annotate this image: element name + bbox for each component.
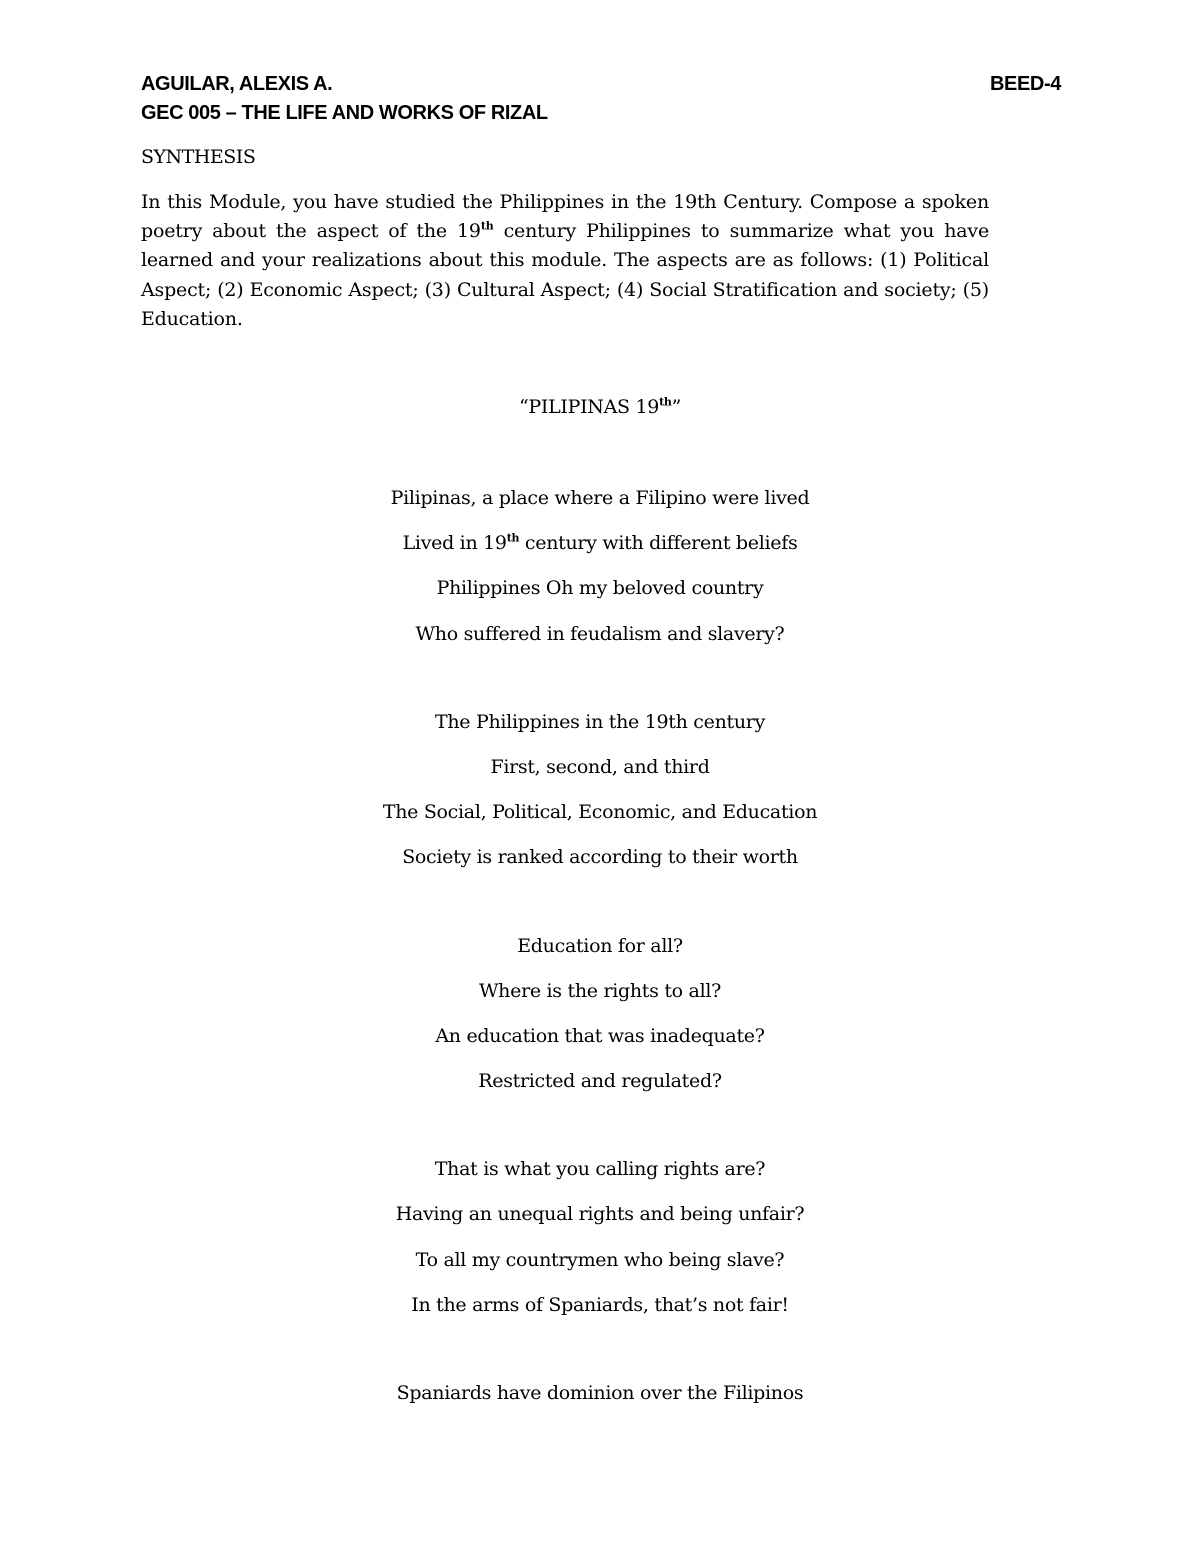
instructions-text-1: In this Module, you have studied the Philippines in the 19th Century. Compose a spoken poetry about the aspect of the 19 [141,191,989,243]
verse-line: Who suffered in feudalism and slavery? [415,622,785,645]
verse-superscript: th [506,531,520,545]
verse-line: Pilipinas, a place where a Filipino were lived [390,487,810,509]
stanza-4 [0,1155,1200,1336]
verse-line [0,529,1200,574]
section-heading: SYNTHESIS [141,146,256,168]
verse-text: Lived in 19 [402,532,507,555]
verse-text: century with different beliefs [519,532,798,555]
instructions-paragraph [141,188,989,334]
poem-body [0,484,1200,1467]
student-name: AGUILAR, ALEXIS A. [141,73,333,95]
stanza-5 [0,1379,1200,1424]
verse-line: Where is the rights to all? [478,979,722,1002]
verse-line: Having an unequal rights and being unfair? [395,1203,805,1226]
verse-line: Philippines Oh my beloved country [436,577,764,600]
verse-line: First, second, and third [490,755,710,778]
poem-title-superscript: th [659,395,672,409]
verse-line: That is what you calling rights are? [434,1158,766,1181]
stanza-2 [0,708,1200,889]
course-code: BEED-4 [990,73,1061,95]
verse-line: Restricted and regulated? [478,1070,722,1093]
stanza-1 [0,484,1200,665]
verse-line: In the arms of Spaniards, that’s not fair! [411,1293,789,1316]
poem-title [0,396,1200,418]
verse-line: Spaniards have dominion over the Filipinos [396,1382,804,1404]
verse-line: To all my countrymen who being slave? [415,1248,785,1271]
poem-title-text: “PILIPINAS 19 [518,396,660,418]
verse-line: The Social, Political, Economic, and Education [382,801,818,824]
poem-title-close-quote: ” [671,396,681,418]
stanza-3 [0,932,1200,1113]
instructions-superscript: th [480,219,494,233]
verse-line: Education for all? [517,934,683,957]
verse-line: Society is ranked according to their worth [402,846,798,869]
course-title: GEC 005 – THE LIFE AND WORKS OF RIZAL [141,102,548,124]
instructions-text-2: century Philippines to summarize what you have learned and your realizations about this module. The aspects are as follows: (1) Political Aspect; (2) Economic Aspect; (3) Cultural Aspect; (4) Social Stratification and society; (5) Education. [141,220,989,330]
verse-line: The Philippines in the 19th century [434,710,766,733]
verse-line: An education that was inadequate? [435,1024,765,1047]
